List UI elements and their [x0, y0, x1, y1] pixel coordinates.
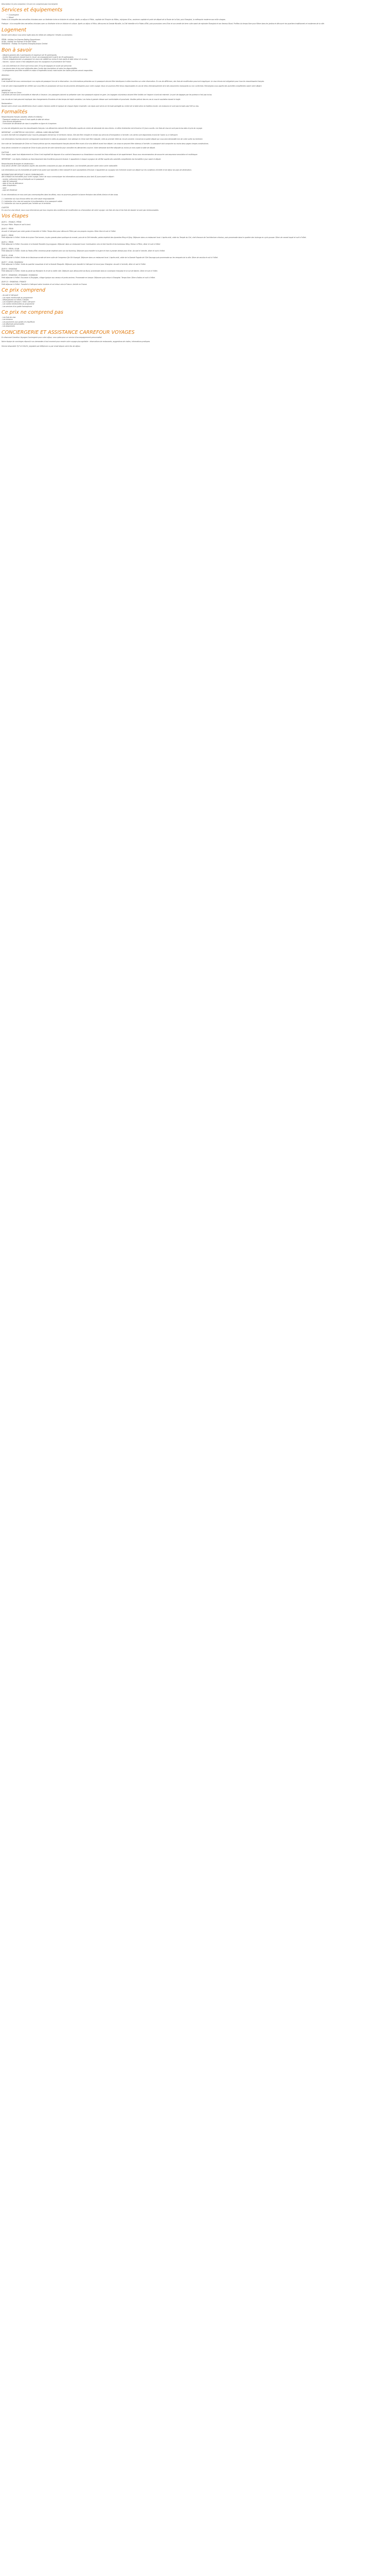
- day-text: Petit déjeuner à l'hôtel. Excursion à la Grande Muraille à Juyongguan. Déjeuner dans un restaurant local. Continuation vers la Voie Sacrée et les tombeaux Ming. Retour à Pékin, dîner et nuit à l'hôtel.: [2, 243, 161, 246]
- day-heading: JOUR 2 : PÉKIN: [2, 228, 13, 230]
- day-text: Petit déjeuner à l'hôtel. Excursion à Zhujiajiao, village typique aux canaux et ponts anciens. Promenade en barque. Déjeuner puis retour à Shanghai. Temps libre. Dîner d'adieu et nuit à l'hôtel.: [2, 276, 156, 279]
- excludes-item: - Les frais de visa: [2, 316, 389, 318]
- section-paragraph: FACTEUR Pour rappel, avant tout déplacement en Chine il est impératif de disposer d'un contrat d'assurance ou d'assistance couvrant les frais médicaux et de rapatriement. Nous vous recommandons de souscrire une assurance annulation et multirisque.: [2, 151, 198, 156]
- concierge-title: CONCIERGERIE ET ASSISTANCE CARREFOUR VOYAGES: [2, 329, 135, 335]
- includes-item: - Les transferts aéroport / hôtel / aéroport: [2, 301, 389, 303]
- includes-title: Ce prix comprend: [2, 287, 45, 294]
- day-heading: JOUR 7 : XI'AN / SHANGHAI: [2, 261, 23, 263]
- section-title: Formalités: [2, 109, 28, 115]
- excludes-item: - Les dépenses personnelles: [2, 323, 389, 325]
- section-paragraph: - Les vols intérieurs en Chine sont inclus avec 20 kg de bagages en soute par personne. - Les places dans le bus sont attribuées dans l'ordre des inscriptions et selon les disponibilités. - Le programme peut être modifié en raison d'impératifs locaux mais toutes les visites prévues seront respectées.: [2, 65, 93, 72]
- section-paragraph: IMPORTANT : A COMPTER DU 16/12/2015 : ARRIVAL CARD OBLIGATOIRE La carte d'arrivée est obligatoire pour tous les passagers entrant sur le territoire chinois. Elle doit être remplie et remise aux services d'immigration à l'arrivée. Les cartes sont disponibles à bord de l'avion ou à l'aéroport.: [2, 131, 178, 136]
- section-paragraph: Attention :: [2, 74, 10, 76]
- section-paragraph: Pratique : à la conquête des merveilles chinoises avec un itinéraire riche en histoire et culture. Après un séjour à Pékin, découvrez la Grande Muraille, la Cité Interdite et le Palais d'Été, puis poursuivez vers Xi'an et son armée de terre cuite avant de rejoindre Shanghai et son fameux Bund. Profitez du temps libre pour flâner dans les jardins et découvrir les quartiers traditionnels et modernes de la ville.: [2, 23, 325, 25]
- bullet-item: • Conciergerie: [7, 14, 389, 16]
- excludes-list: [2, 316, 389, 327]
- day-heading: JOUR 6 : XI'AN: [2, 254, 13, 257]
- concierge-paragraph: Notre équipe de concierges répond à vos demandes à tout moment pour rendre votre voyage plus agréable : réservations de restaurants, suggestions de visites, informations pratiques.: [2, 341, 151, 343]
- includes-list: [2, 294, 389, 308]
- section-paragraph: Restauration : Durant votre circuit vous bénéficierez d'une cuisine chinoise variée et typique de chaque région traversée. Les repas sont servis en formule partagée au centre de la table selon la tradition locale. Les boissons ne sont pas incluses sauf thé ou eau.: [2, 103, 199, 107]
- section-paragraph: À NOTER En cas d'un visa refusé, nous vous informerons par tous moyens des conditions de modification ou d'annulation de votre voyage. Les frais de visa et les frais de dossier ne sont pas remboursables.: [2, 207, 159, 211]
- section-paragraph: Les informations sur les formalités de santé et de police sont données à titre indicatif et sont susceptibles d'évoluer. Il appartient au voyageur de s'informer avant son départ sur les conditions d'entrée et de séjour du pays de destination.: [2, 169, 192, 172]
- itinerary-days: [2, 221, 389, 285]
- section-title: Bon à savoir: [2, 47, 32, 53]
- section-paragraph: Si ces informations ne nous sont pas communiquées dans les délais, nous ne pourrons garantir la bonne émission des billets d'avion et des visas.: [2, 193, 119, 196]
- section-paragraph: Durant votre séjour vous serez logés dans les hôtels de catégorie 3 étoiles ou similaires :: [2, 34, 73, 37]
- day-text: Petit déjeuner à l'hôtel. Visite de la place Tian'anmen, la plus grande place publique du monde, puis de la Cité Interdite, palais impérial des dynasties Ming et Qing. Déjeuner dans un restaurant local. L'après-midi, visite du Temple du Ciel, chef-d'œuvre de l'architecture chinoise, puis promenade dans le quartier des hutongs en cyclo-pousse. Dîner de canard laqué et nuit à l'hôtel.: [2, 236, 307, 239]
- includes-item: - Les visites mentionnées au programme: [2, 303, 389, 305]
- section-title: Logement: [2, 27, 26, 33]
- section-paragraph: INFORMATIONS IMPORTANT À NOUS COMMUNIQUER : Afin d'établir les formalités pour votre voyage, merci de nous communiquer les informations suivantes au plus tard 45 jours avant le départ : - nom(s), prénom(s) tels qu'indiqués sur le passeport - date de naissance - date et lieu de délivrance - date d'expiration - sexe - pays de résidence: [2, 174, 115, 192]
- section-paragraph: Il est de votre responsabilité de vérifier que vous êtes en possession de tous les documents nécessaires pour votre voyage. Nous ne pourrons être tenus responsables en cas de refus d'embarquement dû à des documents manquants ou non conformes. Renseignez-vous auprès des autorités compétentes avant votre départ.: [2, 85, 262, 88]
- section-paragraph: 1. L'obtention du visa chinois relève de votre seule responsabilité. 2. L'obtention d'un visa est soumise à la présentation d'un passeport valide. 3. L'obtention du visa ne garantit pas l'entrée sur le territoire.: [2, 198, 63, 205]
- page: [0, 0, 391, 353]
- includes-item: - Hébergement en hôtels 3 étoiles: [2, 299, 389, 301]
- section-paragraph: IMPORTANT : Trajets en train en Chine : Les billets de train sont nominatifs et réservés à l'avance. Les passagers doivent se présenter avec leur passeport original en gare. Les bagages volumineux doivent être limités car l'espace à bord est restreint. Le port de bagages par les porteurs n'est pas inclus.: [2, 89, 213, 96]
- concierge-text: [2, 336, 389, 347]
- section-paragraph: Une note de l'ambassade de Chine en France précise que les ressortissants français doivent être munis d'un visa délivré avant leur départ. Les visas ne peuvent être obtenus à l'arrivée. Le passeport doit comporter au moins deux pages vierges consécutives.: [2, 142, 209, 145]
- concierge-paragraph: Service disponible 7j/7 et 24h/24, joignable par téléphone ou par email depuis votre lieu de séjour.: [2, 345, 81, 347]
- section-paragraph: Partez à la conquête des merveilles chinoises avec un itinéraire riche en histoire et culture. Après un séjour à Pékin, capitale de l'Empire du Milieu, rejoignez Xi'an, ancienne capitale et point de départ de la Route de la Soie, puis Shanghai, la métropole moderne aux mille visages.: [2, 18, 226, 21]
- day-heading: JOUR 9 : SHANGHAI / ZHUJIAJIAO / SHANGHAI: [2, 274, 38, 277]
- day-text: Petit déjeuner à l'hôtel. Visite de la fabuleuse armée de terre cuite de l'empereur Qin Shi Huangdi. Déjeuner dans un restaurant local. L'après-midi, visite de la Grande Pagode de l'Oie Sauvage puis promenade sur les remparts de la ville. Dîner de raviolis et nuit à l'hôtel.: [2, 257, 218, 259]
- includes-item: - Accueil à l'aéroport: [2, 294, 389, 296]
- section-paragraph: - Départs garantis dès 2 participants et maximum de 30 participants. - Guides francophones durant tout le circuit, accompagnement à partir de 20 participants. - Prévoir obligatoirement un passeport en cours de validité au moins 6 mois après la date retour et un visa. - Vaccins : aucun vaccin n'est obligatoire pour les voyageurs en provenance de France.: [2, 54, 88, 63]
- day-text: Petit déjeuner à l'hôtel. Visite du Palais d'Été, immense jardin impérial avec son lac Kunming. Déjeuner puis transfert à la gare et train à grande vitesse pour Xi'an. Accueil à l'arrivée, dîner et nuit à l'hôtel.: [2, 250, 166, 252]
- day-heading: JOUR 10 : SHANGHAI / FRANCE: [2, 281, 26, 283]
- excludes-item: - Les pourboires aux guides et chauffeurs: [2, 321, 389, 323]
- day-heading: JOUR 5 : PÉKIN / XI'AN: [2, 247, 20, 250]
- day-heading: JOUR 4 : PÉKIN: [2, 241, 13, 244]
- concierge-paragraph: En réservant Carrefour Voyages Conciergerie pour votre séjour, vous optez pour un service d'accompagnement personnalisé.: [2, 336, 102, 338]
- intro-text: Description Ce prix comprend / Ce prix ne comprend pas Conciergerie: [2, 3, 58, 5]
- excludes-title: Ce prix ne comprend pas: [2, 310, 63, 316]
- day-text: Petit déjeuner à l'hôtel. Visite du quartier musulman et de la Grande Mosquée. Déjeuner puis transfert à l'aéroport et envol pour Shanghai. Accueil à l'arrivée, dîner et nuit à l'hôtel.: [2, 263, 146, 265]
- day-text: Accueil à l'aéroport par votre guide et transfert à l'hôtel. Temps libre pour découvrir Pékin par vos propres moyens. Dîner libre et nuit à l'hôtel.: [2, 230, 116, 232]
- day-heading: JOUR 3 : PÉKIN: [2, 234, 13, 237]
- section-paragraph: Vous devez contacter le consulat de Chine le plus proche de votre domicile pour connaître les démarches à suivre. Votre demande doit être déposée au moins un mois avant la date de départ.: [2, 147, 156, 149]
- section-paragraph: IMPORTANT : Les règles relatives au franchissement des frontières peuvent évoluer. Il appartient à chaque voyageur de vérifier auprès des autorités compétentes les formalités à jour avant le départ.: [2, 158, 161, 160]
- day-heading: JOUR 8 : SHANGHAI: [2, 267, 18, 270]
- day-text: Petit déjeuner à l'hôtel. Visite du jardin du Mandarin Yu et de la vieille ville. Déjeuner puis découverte du Bund, promenade dans la concession française et la rue de Nankin. Dîner et nuit à l'hôtel.: [2, 269, 158, 272]
- includes-item: - Les repas mentionnés au programme: [2, 297, 389, 299]
- section-paragraph: Ressortissants étrangers et binationaux : Vous devez vérifier votre situation auprès des autorités consulaires du pays de destination. Les formalités peuvent varier selon votre nationalité.: [2, 162, 118, 167]
- includes-item: - Les services d'un guide francophone: [2, 306, 389, 308]
- excludes-item: - Les boissons: [2, 318, 389, 320]
- sections: [2, 7, 389, 219]
- bullet-item: • Réveil: [7, 16, 389, 19]
- section-title: Vos étapes: [2, 213, 28, 219]
- section-paragraph: Ressortissants français (adultes, bébés et enfants) : - Passeport valable au moins 6 mois après la date de retour. - Visa chinois obligatoire. - Formulaire de demande de visa à compléter en ligne et à imprimer.: [2, 116, 57, 125]
- section-paragraph: PÉKIN : Holiday Inn Express Beijing Dongzhimen XI'AN : Holiday Inn Express Xi'an Bell Tower SHANGHAI : Holiday Inn Express Shanghai Jinqiao Central: [2, 38, 48, 45]
- section-paragraph: Les circuits en train peuvent impliquer des changements d'horaires et des temps de trajet variables. Les trains à grande vitesse sont confortables et ponctuels. Veuillez prévoir des en-cas si vous le souhaitez durant le trajet.: [2, 98, 181, 100]
- day-heading: JOUR 1 : FRANCE / PÉKIN: [2, 221, 22, 224]
- section-paragraph: Les informations fournies doivent correspondre exactement à celles du passeport. Une adresse en Chine doit être indiquée, celle du premier hôtel du circuit convient. Conservez la partie départ qui vous sera demandée lors de votre sortie du territoire.: [2, 138, 203, 141]
- section-title: Services et équipements: [2, 7, 62, 13]
- day-text: Vol pour Pékin. Repas et nuit à bord.: [2, 223, 31, 226]
- excludes-item: - Les assurances: [2, 325, 389, 327]
- section-paragraph: IMPORTANT : Il est impératif de nous communiquer vos copies de passeport lors de la réservation. Les informations présentes sur le passeport doivent être identiques à celles inscrites sur votre réservation. En cas de différence, des frais de modification pourront s'appliquer. Le visa chinois est obligatoire pour tous les ressortissants français.: [2, 78, 265, 83]
- day-text: Petit déjeuner à l'hôtel. Transfert à l'aéroport selon horaires et vol retour vers la France. Arrivée en France.: [2, 283, 88, 285]
- section-paragraph: Le visa est obligatoire pour les ressortissants français. Les démarches doivent être effectuées auprès du centre de demande de visa chinois. Le délai d'obtention est d'environ 10 jours ouvrés. Les frais de visa ne sont pas inclus dans le prix du voyage.: [2, 127, 203, 129]
